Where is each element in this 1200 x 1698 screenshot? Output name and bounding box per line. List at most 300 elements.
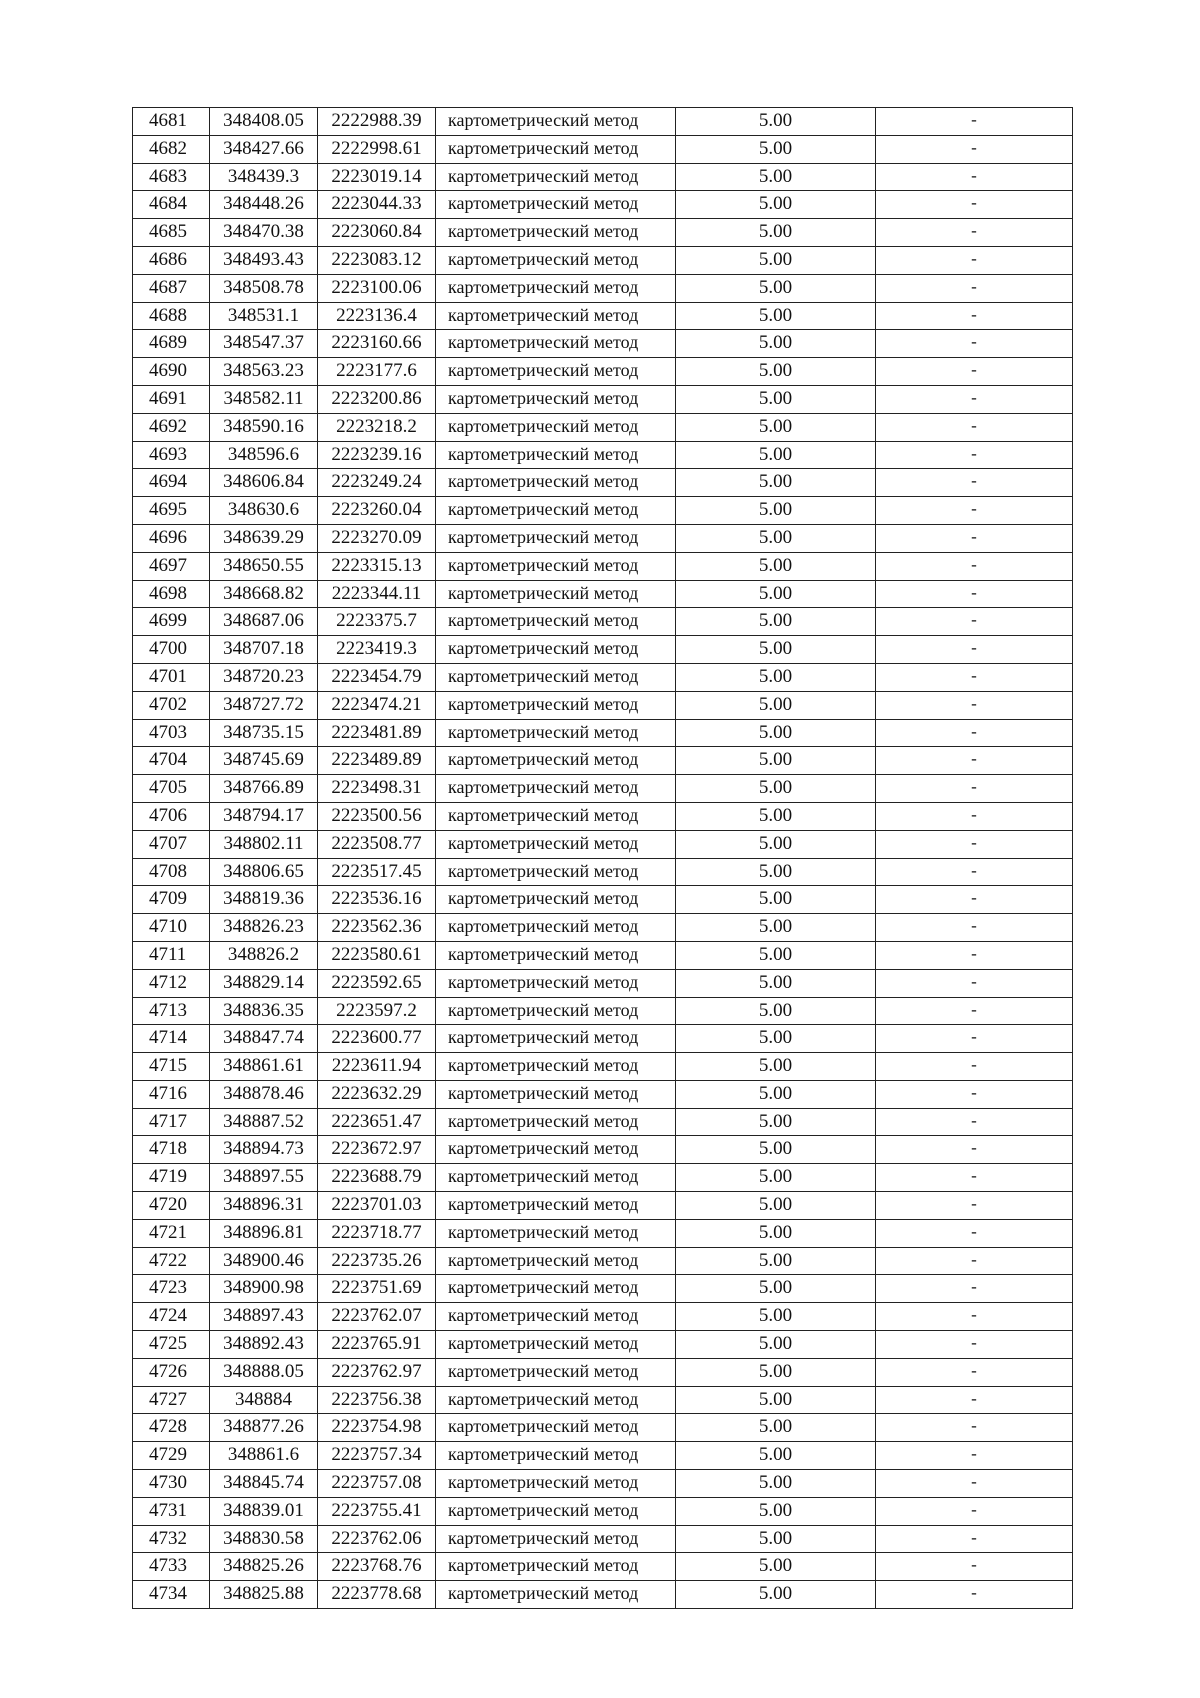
table-row [133,108,1073,136]
point-number-cell: 4722 [133,1247,210,1275]
y-coordinate-cell: 2222998.61 [318,135,436,163]
y-coordinate-cell: 2223592.65 [318,969,436,997]
table-row [133,219,1073,247]
table-row [133,358,1073,386]
method-cell: картометрический метод [436,608,676,636]
description-cell: - [876,1442,1073,1470]
x-coordinate-cell: 348845.74 [210,1470,318,1498]
y-coordinate-cell: 2223315.13 [318,552,436,580]
x-coordinate-cell: 348448.26 [210,191,318,219]
point-number-cell: 4701 [133,663,210,691]
y-coordinate-cell: 2223632.29 [318,1080,436,1108]
x-coordinate-cell: 348427.66 [210,135,318,163]
table-row [133,997,1073,1025]
x-coordinate-cell: 348687.06 [210,608,318,636]
x-coordinate-cell: 348900.46 [210,1247,318,1275]
x-coordinate-cell: 348900.98 [210,1275,318,1303]
y-coordinate-cell: 2223751.69 [318,1275,436,1303]
y-coordinate-cell: 2223083.12 [318,246,436,274]
method-cell: картометрический метод [436,1303,676,1331]
method-cell: картометрический метод [436,1331,676,1359]
accuracy-cell: 5.00 [676,219,876,247]
accuracy-cell: 5.00 [676,1275,876,1303]
accuracy-cell: 5.00 [676,636,876,664]
y-coordinate-cell: 2223597.2 [318,997,436,1025]
method-cell: картометрический метод [436,802,676,830]
x-coordinate-cell: 348825.26 [210,1553,318,1581]
x-coordinate-cell: 348888.05 [210,1358,318,1386]
description-cell: - [876,191,1073,219]
accuracy-cell: 5.00 [676,135,876,163]
description-cell: - [876,997,1073,1025]
x-coordinate-cell: 348439.3 [210,163,318,191]
description-cell: - [876,1331,1073,1359]
accuracy-cell: 5.00 [676,191,876,219]
accuracy-cell: 5.00 [676,330,876,358]
table-row [133,330,1073,358]
description-cell: - [876,1414,1073,1442]
table-row [133,1275,1073,1303]
description-cell: - [876,441,1073,469]
point-number-cell: 4700 [133,636,210,664]
method-cell: картометрический метод [436,691,676,719]
table-row [133,1219,1073,1247]
table-row [133,1581,1073,1609]
y-coordinate-cell: 2223562.36 [318,914,436,942]
method-cell: картометрический метод [436,886,676,914]
point-number-cell: 4713 [133,997,210,1025]
point-number-cell: 4720 [133,1192,210,1220]
y-coordinate-cell: 2223100.06 [318,274,436,302]
point-number-cell: 4693 [133,441,210,469]
y-coordinate-cell: 2223498.31 [318,775,436,803]
x-coordinate-cell: 348830.58 [210,1525,318,1553]
y-coordinate-cell: 2223778.68 [318,1581,436,1609]
y-coordinate-cell: 2223500.56 [318,802,436,830]
table-row [133,1025,1073,1053]
point-number-cell: 4721 [133,1219,210,1247]
method-cell: картометрический метод [436,524,676,552]
accuracy-cell: 5.00 [676,691,876,719]
point-number-cell: 4698 [133,580,210,608]
description-cell: - [876,858,1073,886]
y-coordinate-cell: 2222988.39 [318,108,436,136]
y-coordinate-cell: 2223270.09 [318,524,436,552]
method-cell: картометрический метод [436,246,676,274]
y-coordinate-cell: 2223580.61 [318,941,436,969]
y-coordinate-cell: 2223688.79 [318,1164,436,1192]
y-coordinate-cell: 2223239.16 [318,441,436,469]
y-coordinate-cell: 2223218.2 [318,413,436,441]
description-cell: - [876,802,1073,830]
method-cell: картометрический метод [436,163,676,191]
method-cell: картометрический метод [436,1470,676,1498]
accuracy-cell: 5.00 [676,1442,876,1470]
accuracy-cell: 5.00 [676,775,876,803]
description-cell: - [876,1080,1073,1108]
point-number-cell: 4734 [133,1581,210,1609]
table-row [133,580,1073,608]
y-coordinate-cell: 2223474.21 [318,691,436,719]
table-row [133,274,1073,302]
y-coordinate-cell: 2223200.86 [318,385,436,413]
x-coordinate-cell: 348563.23 [210,358,318,386]
point-number-cell: 4695 [133,497,210,525]
point-number-cell: 4727 [133,1386,210,1414]
table-row [133,608,1073,636]
point-number-cell: 4717 [133,1108,210,1136]
method-cell: картометрический метод [436,413,676,441]
point-number-cell: 4705 [133,775,210,803]
x-coordinate-cell: 348606.84 [210,469,318,497]
method-cell: картометрический метод [436,497,676,525]
accuracy-cell: 5.00 [676,1414,876,1442]
accuracy-cell: 5.00 [676,969,876,997]
accuracy-cell: 5.00 [676,1331,876,1359]
x-coordinate-cell: 348590.16 [210,413,318,441]
accuracy-cell: 5.00 [676,497,876,525]
y-coordinate-cell: 2223762.07 [318,1303,436,1331]
x-coordinate-cell: 348826.2 [210,941,318,969]
table-row [133,191,1073,219]
point-number-cell: 4711 [133,941,210,969]
accuracy-cell: 5.00 [676,914,876,942]
y-coordinate-cell: 2223481.89 [318,719,436,747]
point-number-cell: 4685 [133,219,210,247]
description-cell: - [876,608,1073,636]
x-coordinate-cell: 348727.72 [210,691,318,719]
description-cell: - [876,1136,1073,1164]
method-cell: картометрический метод [436,1247,676,1275]
x-coordinate-cell: 348896.81 [210,1219,318,1247]
point-number-cell: 4697 [133,552,210,580]
method-cell: картометрический метод [436,719,676,747]
x-coordinate-cell: 348819.36 [210,886,318,914]
point-number-cell: 4707 [133,830,210,858]
accuracy-cell: 5.00 [676,441,876,469]
x-coordinate-cell: 348878.46 [210,1080,318,1108]
method-cell: картометрический метод [436,1497,676,1525]
table-row [133,1553,1073,1581]
accuracy-cell: 5.00 [676,1219,876,1247]
method-cell: картометрический метод [436,969,676,997]
description-cell: - [876,219,1073,247]
x-coordinate-cell: 348650.55 [210,552,318,580]
x-coordinate-cell: 348847.74 [210,1025,318,1053]
accuracy-cell: 5.00 [676,1358,876,1386]
method-cell: картометрический метод [436,385,676,413]
accuracy-cell: 5.00 [676,886,876,914]
point-number-cell: 4709 [133,886,210,914]
accuracy-cell: 5.00 [676,858,876,886]
y-coordinate-cell: 2223755.41 [318,1497,436,1525]
table-row [133,775,1073,803]
description-cell: - [876,1053,1073,1081]
point-number-cell: 4687 [133,274,210,302]
table-row [133,1303,1073,1331]
description-cell: - [876,1164,1073,1192]
accuracy-cell: 5.00 [676,663,876,691]
point-number-cell: 4682 [133,135,210,163]
table-row [133,302,1073,330]
point-number-cell: 4714 [133,1025,210,1053]
table-row [133,413,1073,441]
table-row [133,1192,1073,1220]
x-coordinate-cell: 348582.11 [210,385,318,413]
method-cell: картометрический метод [436,219,676,247]
x-coordinate-cell: 348894.73 [210,1136,318,1164]
y-coordinate-cell: 2223419.3 [318,636,436,664]
x-coordinate-cell: 348668.82 [210,580,318,608]
x-coordinate-cell: 348861.61 [210,1053,318,1081]
point-number-cell: 4729 [133,1442,210,1470]
point-number-cell: 4730 [133,1470,210,1498]
description-cell: - [876,1525,1073,1553]
method-cell: картометрический метод [436,830,676,858]
point-number-cell: 4681 [133,108,210,136]
method-cell: картометрический метод [436,1442,676,1470]
description-cell: - [876,330,1073,358]
method-cell: картометрический метод [436,663,676,691]
x-coordinate-cell: 348892.43 [210,1331,318,1359]
description-cell: - [876,108,1073,136]
table-row [133,1108,1073,1136]
description-cell: - [876,775,1073,803]
table-row [133,1053,1073,1081]
x-coordinate-cell: 348806.65 [210,858,318,886]
accuracy-cell: 5.00 [676,997,876,1025]
point-number-cell: 4732 [133,1525,210,1553]
x-coordinate-cell: 348836.35 [210,997,318,1025]
table-row [133,497,1073,525]
method-cell: картометрический метод [436,135,676,163]
accuracy-cell: 5.00 [676,163,876,191]
x-coordinate-cell: 348794.17 [210,802,318,830]
method-cell: картометрический метод [436,1219,676,1247]
table-row [133,1247,1073,1275]
accuracy-cell: 5.00 [676,1525,876,1553]
description-cell: - [876,941,1073,969]
accuracy-cell: 5.00 [676,1053,876,1081]
method-cell: картометрический метод [436,1136,676,1164]
accuracy-cell: 5.00 [676,1470,876,1498]
point-number-cell: 4715 [133,1053,210,1081]
table-row [133,1080,1073,1108]
description-cell: - [876,246,1073,274]
point-number-cell: 4712 [133,969,210,997]
y-coordinate-cell: 2223177.6 [318,358,436,386]
y-coordinate-cell: 2223489.89 [318,747,436,775]
point-number-cell: 4688 [133,302,210,330]
method-cell: картометрический метод [436,775,676,803]
table-row [133,1386,1073,1414]
x-coordinate-cell: 348825.88 [210,1581,318,1609]
method-cell: картометрический метод [436,914,676,942]
y-coordinate-cell: 2223768.76 [318,1553,436,1581]
table-row [133,802,1073,830]
method-cell: картометрический метод [436,1080,676,1108]
point-number-cell: 4689 [133,330,210,358]
y-coordinate-cell: 2223344.11 [318,580,436,608]
x-coordinate-cell: 348508.78 [210,274,318,302]
y-coordinate-cell: 2223136.4 [318,302,436,330]
accuracy-cell: 5.00 [676,1164,876,1192]
description-cell: - [876,1386,1073,1414]
x-coordinate-cell: 348839.01 [210,1497,318,1525]
accuracy-cell: 5.00 [676,719,876,747]
accuracy-cell: 5.00 [676,1080,876,1108]
point-number-cell: 4699 [133,608,210,636]
y-coordinate-cell: 2223762.06 [318,1525,436,1553]
description-cell: - [876,969,1073,997]
accuracy-cell: 5.00 [676,830,876,858]
accuracy-cell: 5.00 [676,608,876,636]
table-row [133,1470,1073,1498]
accuracy-cell: 5.00 [676,580,876,608]
method-cell: картометрический метод [436,191,676,219]
description-cell: - [876,1358,1073,1386]
description-cell: - [876,524,1073,552]
description-cell: - [876,358,1073,386]
table-row [133,719,1073,747]
table-row [133,1525,1073,1553]
accuracy-cell: 5.00 [676,358,876,386]
y-coordinate-cell: 2223249.24 [318,469,436,497]
x-coordinate-cell: 348897.43 [210,1303,318,1331]
accuracy-cell: 5.00 [676,1553,876,1581]
method-cell: картометрический метод [436,552,676,580]
y-coordinate-cell: 2223019.14 [318,163,436,191]
table-row [133,469,1073,497]
description-cell: - [876,135,1073,163]
description-cell: - [876,1275,1073,1303]
x-coordinate-cell: 348745.69 [210,747,318,775]
description-cell: - [876,1553,1073,1581]
description-cell: - [876,274,1073,302]
description-cell: - [876,1303,1073,1331]
table-row [133,691,1073,719]
accuracy-cell: 5.00 [676,1581,876,1609]
point-number-cell: 4728 [133,1414,210,1442]
description-cell: - [876,163,1073,191]
accuracy-cell: 5.00 [676,802,876,830]
x-coordinate-cell: 348877.26 [210,1414,318,1442]
point-number-cell: 4731 [133,1497,210,1525]
point-number-cell: 4710 [133,914,210,942]
y-coordinate-cell: 2223375.7 [318,608,436,636]
method-cell: картометрический метод [436,858,676,886]
y-coordinate-cell: 2223754.98 [318,1414,436,1442]
method-cell: картометрический метод [436,997,676,1025]
table-row [133,747,1073,775]
description-cell: - [876,691,1073,719]
method-cell: картометрический метод [436,1553,676,1581]
y-coordinate-cell: 2223508.77 [318,830,436,858]
description-cell: - [876,719,1073,747]
table-row [133,886,1073,914]
method-cell: картометрический метод [436,1414,676,1442]
description-cell: - [876,663,1073,691]
description-cell: - [876,886,1073,914]
x-coordinate-cell: 348735.15 [210,719,318,747]
table-row [133,552,1073,580]
description-cell: - [876,413,1073,441]
accuracy-cell: 5.00 [676,274,876,302]
accuracy-cell: 5.00 [676,108,876,136]
method-cell: картометрический метод [436,302,676,330]
accuracy-cell: 5.00 [676,1025,876,1053]
x-coordinate-cell: 348897.55 [210,1164,318,1192]
description-cell: - [876,1025,1073,1053]
y-coordinate-cell: 2223651.47 [318,1108,436,1136]
description-cell: - [876,636,1073,664]
x-coordinate-cell: 348861.6 [210,1442,318,1470]
x-coordinate-cell: 348884 [210,1386,318,1414]
accuracy-cell: 5.00 [676,1303,876,1331]
description-cell: - [876,1219,1073,1247]
point-number-cell: 4725 [133,1331,210,1359]
y-coordinate-cell: 2223600.77 [318,1025,436,1053]
table-body [133,108,1073,1609]
point-number-cell: 4716 [133,1080,210,1108]
point-number-cell: 4684 [133,191,210,219]
table-row [133,636,1073,664]
x-coordinate-cell: 348493.43 [210,246,318,274]
table-row [133,830,1073,858]
method-cell: картометрический метод [436,1275,676,1303]
point-number-cell: 4691 [133,385,210,413]
description-cell: - [876,302,1073,330]
accuracy-cell: 5.00 [676,941,876,969]
point-number-cell: 4718 [133,1136,210,1164]
table-row [133,524,1073,552]
description-cell: - [876,830,1073,858]
accuracy-cell: 5.00 [676,385,876,413]
method-cell: картометрический метод [436,1164,676,1192]
description-cell: - [876,1108,1073,1136]
accuracy-cell: 5.00 [676,1386,876,1414]
y-coordinate-cell: 2223060.84 [318,219,436,247]
description-cell: - [876,1247,1073,1275]
point-number-cell: 4719 [133,1164,210,1192]
x-coordinate-cell: 348766.89 [210,775,318,803]
x-coordinate-cell: 348639.29 [210,524,318,552]
y-coordinate-cell: 2223718.77 [318,1219,436,1247]
table-row [133,1358,1073,1386]
accuracy-cell: 5.00 [676,1136,876,1164]
method-cell: картометрический метод [436,1358,676,1386]
point-number-cell: 4724 [133,1303,210,1331]
description-cell: - [876,914,1073,942]
accuracy-cell: 5.00 [676,1497,876,1525]
y-coordinate-cell: 2223044.33 [318,191,436,219]
point-number-cell: 4690 [133,358,210,386]
method-cell: картометрический метод [436,580,676,608]
method-cell: картометрический метод [436,358,676,386]
description-cell: - [876,469,1073,497]
method-cell: картометрический метод [436,1525,676,1553]
table-row [133,914,1073,942]
point-number-cell: 4703 [133,719,210,747]
x-coordinate-cell: 348596.6 [210,441,318,469]
table-row [133,663,1073,691]
x-coordinate-cell: 348408.05 [210,108,318,136]
y-coordinate-cell: 2223260.04 [318,497,436,525]
method-cell: картометрический метод [436,747,676,775]
table-row [133,969,1073,997]
accuracy-cell: 5.00 [676,524,876,552]
x-coordinate-cell: 348720.23 [210,663,318,691]
